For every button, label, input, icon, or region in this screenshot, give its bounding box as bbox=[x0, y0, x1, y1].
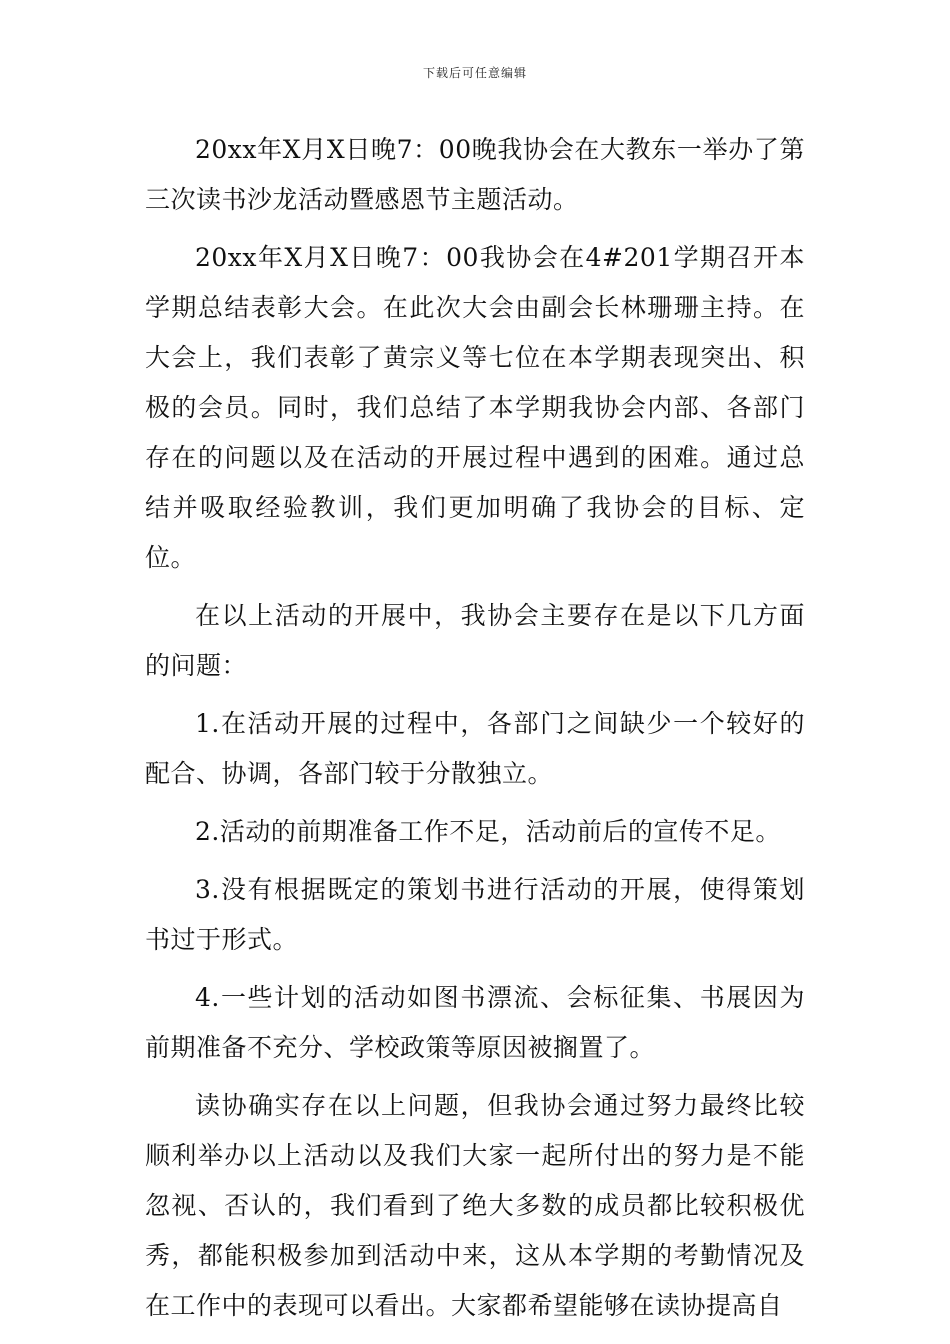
page-header: 下载后可任意编辑 bbox=[422, 66, 527, 80]
paragraph-problem-2: 2.活动的前期准备工作不足，活动前后的宣传不足。 bbox=[195, 817, 781, 846]
paragraph-salon-event: 20xx年X月X日晚7：00晚我协会在大教东一举办了第三次读书沙龙活动暨感恩节主题活动。 bbox=[145, 135, 805, 214]
paragraph-problems-intro: 在以上活动的开展中，我协会主要存在是以下几方面的问题： bbox=[145, 601, 805, 680]
paragraph-problem-4: 4.一些计划的活动如图书漂流、会标征集、书展因为前期准备不充分、学校政策等原因被搁置了。 bbox=[145, 983, 805, 1062]
document-body bbox=[145, 125, 805, 1339]
paragraph-problem-3: 3.没有根据既定的策划书进行活动的开展，使得策划书过于形式。 bbox=[145, 875, 805, 954]
paragraph-summary-meeting: 20xx年X月X日晚7：00我协会在4#201学期召开本学期总结表彰大会。在此次大会由副会长林珊珊主持。在大会上，我们表彰了黄宗义等七位在本学期表现突出、积极的会员。同时，我们总结了本学期我协会内部、各部门存在的问题以及在活动的开展过程中遇到的困难。通过总结并吸取经验教训，我们更加明确了我协会的目标、定位。 bbox=[145, 243, 805, 572]
paragraph-conclusion: 读协确实存在以上问题，但我协会通过努力最终比较顺利举办以上活动以及我们大家一起所付出的努力是不能忽视、否认的，我们看到了绝大多数的成员都比较积极优秀，都能积极参加到活动中来，这从本学期的考勤情况及在工作中的表现可以看出。大家都希望能够在读协提高自 bbox=[145, 1091, 805, 1320]
paragraph-problem-1: 1.在活动开展的过程中，各部门之间缺少一个较好的配合、协调，各部门较于分散独立。 bbox=[145, 709, 805, 788]
